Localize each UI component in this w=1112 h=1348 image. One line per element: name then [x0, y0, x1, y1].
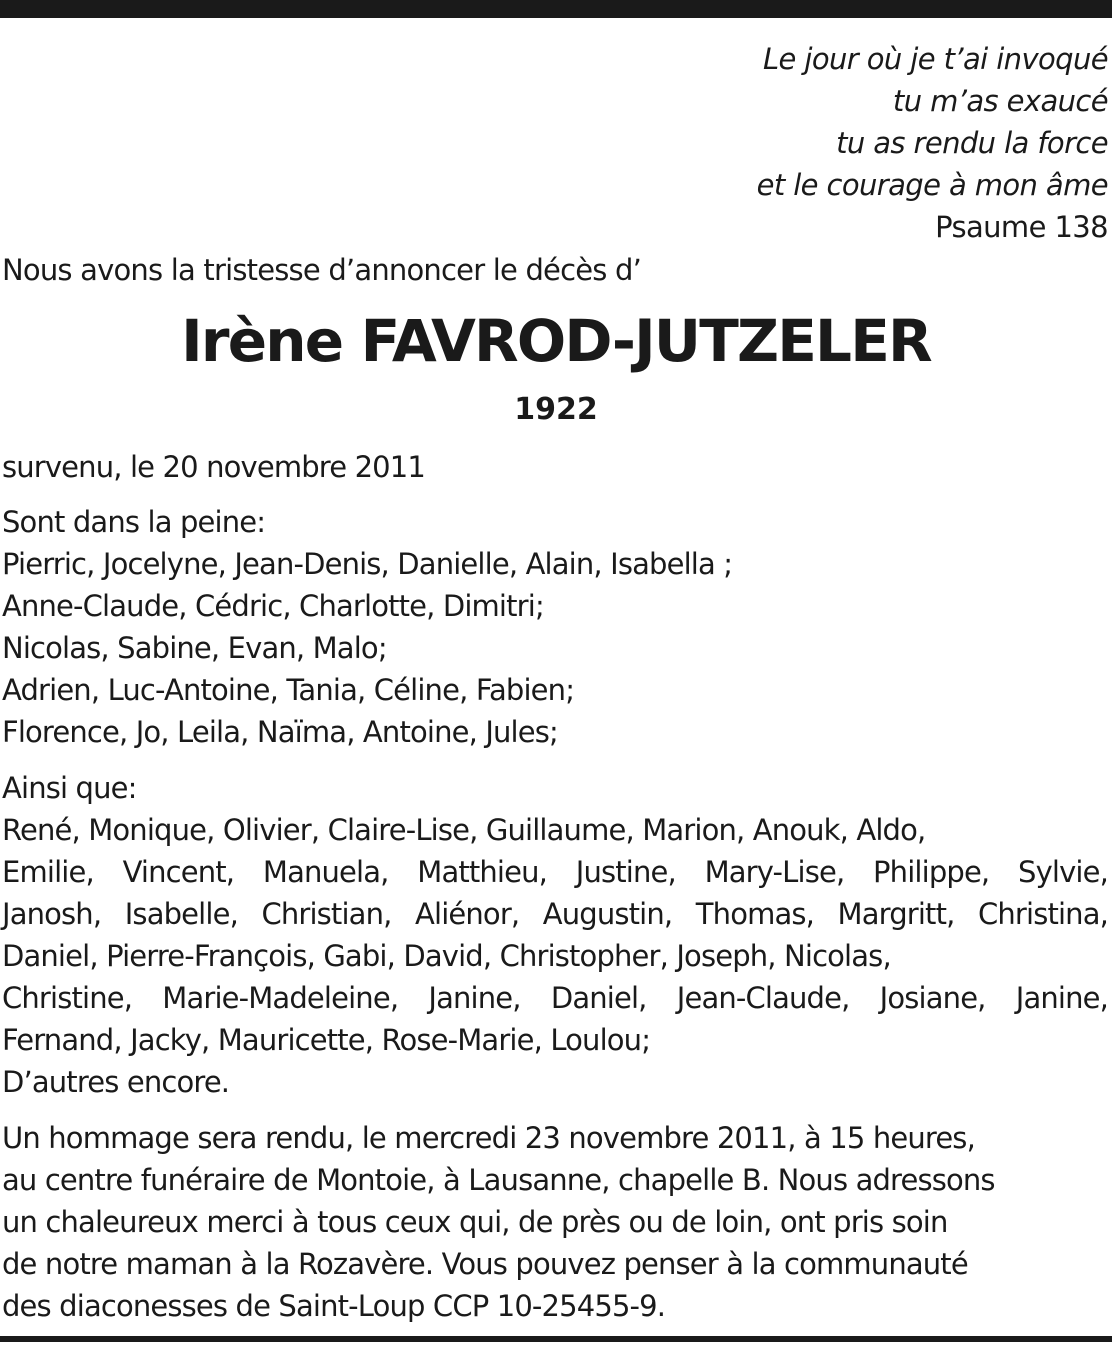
- birth-year: 1922: [514, 392, 598, 427]
- tribute-section: [2, 1117, 1108, 1327]
- quote-line: tu m’as exaucé: [892, 84, 1108, 118]
- deceased-name: Irène FAVROD-JUTZELER: [181, 307, 931, 375]
- others-line: René, Monique, Olivier, Claire-Lise, Guillaume, Marion, Anouk, Aldo,: [2, 813, 926, 847]
- quote-line: tu as rendu la force: [836, 126, 1108, 160]
- others-line: Emilie, Vincent, Manuela, Matthieu, Justine, Mary-Lise, Philippe, Sylvie,: [2, 855, 1108, 889]
- tribute-line: de notre maman à la Rozavère. Vous pouvez penser à la communauté: [2, 1247, 968, 1281]
- others-line: Janosh, Isabelle, Christian, Aliénor, Augustin, Thomas, Margritt, Christina,: [2, 897, 1108, 931]
- tribute-line: un chaleureux merci à tous ceux qui, de près ou de loin, ont pris soin: [2, 1205, 948, 1239]
- others-heading: Ainsi que:: [2, 771, 137, 805]
- quote-line: et le courage à mon âme: [756, 168, 1108, 202]
- family-heading: Sont dans la peine:: [2, 505, 266, 539]
- quote-reference: Psaume 138: [935, 210, 1108, 244]
- family-line: Anne-Claude, Cédric, Charlotte, Dimitri;: [2, 589, 544, 623]
- tribute-line: Un hommage sera rendu, le mercredi 23 novembre 2011, à 15 heures,: [2, 1121, 975, 1155]
- death-date-block: [2, 446, 1108, 488]
- others-closing: D’autres encore.: [2, 1065, 230, 1099]
- announcement-intro: Nous avons la tristesse d’annoncer le décès d’: [2, 253, 642, 287]
- others-line: Fernand, Jacky, Mauricette, Rose-Marie, Loulou;: [2, 1023, 651, 1057]
- psalm-quote: [757, 38, 1108, 248]
- family-line: Pierric, Jocelyne, Jean-Denis, Danielle, Alain, Isabella ;: [2, 547, 733, 581]
- top-rule: [0, 0, 1112, 18]
- bottom-rule: [0, 1336, 1112, 1342]
- others-line: Christine, Marie-Madeleine, Janine, Daniel, Jean-Claude, Josiane, Janine,: [2, 981, 1108, 1015]
- others-section: [2, 767, 1108, 1103]
- tribute-line: des diaconesses de Saint-Loup CCP 10-25455-9.: [2, 1289, 666, 1323]
- family-line: Adrien, Luc-Antoine, Tania, Céline, Fabien;: [2, 673, 575, 707]
- tribute-line: au centre funéraire de Montoie, à Lausanne, chapelle B. Nous adressons: [2, 1163, 995, 1197]
- family-line: Nicolas, Sabine, Evan, Malo;: [2, 631, 387, 665]
- death-date: survenu, le 20 novembre 2011: [2, 450, 425, 484]
- family-section: [2, 501, 1108, 753]
- family-line: Florence, Jo, Leila, Naïma, Antoine, Jules;: [2, 715, 558, 749]
- others-line: Daniel, Pierre-François, Gabi, David, Christopher, Joseph, Nicolas,: [2, 939, 891, 973]
- quote-line: Le jour où je t’ai invoqué: [762, 42, 1108, 76]
